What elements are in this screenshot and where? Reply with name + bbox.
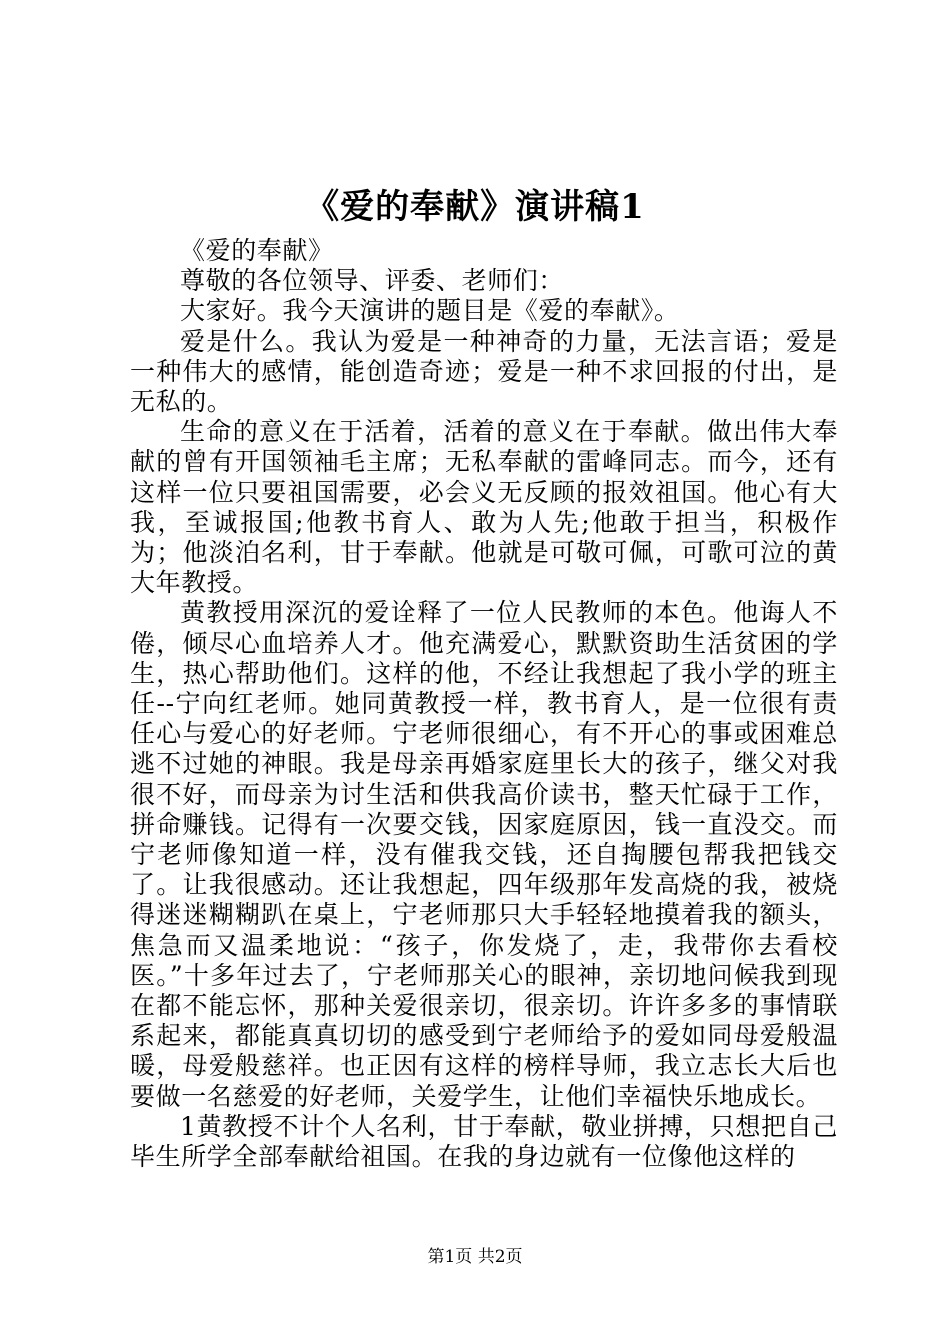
page-footer: 第1页 共2页 (427, 1247, 523, 1267)
paragraph-dedication: 1黄教授不计个人名利，甘于奉献，敬业拼搏，只想把自己毕生所学全部奉献给祖国。在我的身边就有一位像他这样的 (130, 1111, 838, 1172)
document-body (130, 236, 838, 1172)
paragraph-heading: 《爱的奉献》 (180, 236, 334, 265)
paragraph-salutation: 尊敬的各位领导、评委、老师们： (180, 266, 565, 296)
paragraph-meaning-of-life: 生命的意义在于活着，活着的意义在于奉献。做出伟大奉献的曾有开国领袖毛主席；无私奉献的雷峰同志。而今，还有这样一位只要祖国需要，必会义无反顾的报效祖国。他心有大我，至诚报国;他教书育人、敢为人先;他敢于担当，积极作为；他淡泊名利，甘于奉献。他就是可敬可佩，可歌可泣的黄大年教授。 (130, 417, 838, 598)
document-title: 《爱的奉献》演讲稿1 (305, 187, 645, 227)
paragraph-greeting: 大家好。我今天演讲的题目是《爱的奉献》。 (180, 296, 680, 326)
paragraph-what-is-love: 爱是什么。我认为爱是一种神奇的力量，无法言语；爱是一种伟大的感情，能创造奇迹；爱是一种不求回报的付出，是无私的。 (130, 326, 838, 417)
paragraph-teacher-story: 黄教授用深沉的爱诠释了一位人民教师的本色。他诲人不倦，倾尽心血培养人才。他充满爱心，默默资助生活贫困的学生，热心帮助他们。这样的他，不经让我想起了我小学的班主任--宁向红老师。她同黄教授一样，教书育人，是一位很有责任心与爱心的好老师。宁老师很细心，有不开心的事或困难总逃不过她的神眼。我是母亲再婚家庭里长大的孩子，继父对我很不好，而母亲为讨生活和供我高价读书，整天忙碌于工作，拼命赚钱。记得有一次要交钱，因家庭原因，钱一直没交。而宁老师像知道一样，没有催我交钱，还自掏腰包帮我把钱交了。让我很感动。还让我想起，四年级那年发高烧的我，被烧得迷迷糊糊趴在桌上，宁老师那只大手轻轻地摸着我的额头，焦急而又温柔地说：“孩子，你发烧了，走，我带你去看校医。”十多年过去了，宁老师那关心的眼神，亲切地问候我到现在都不能忘怀，那种关爱很亲切，很亲切。许许多多的事情联系起来，都能真真切切的感受到宁老师给予的爱如同母爱般温暖，母爱般慈祥。也正因有这样的榜样导师，我立志长大后也要做一名慈爱的好老师，关爱学生，让他们幸福快乐地成长。 (130, 598, 838, 1111)
